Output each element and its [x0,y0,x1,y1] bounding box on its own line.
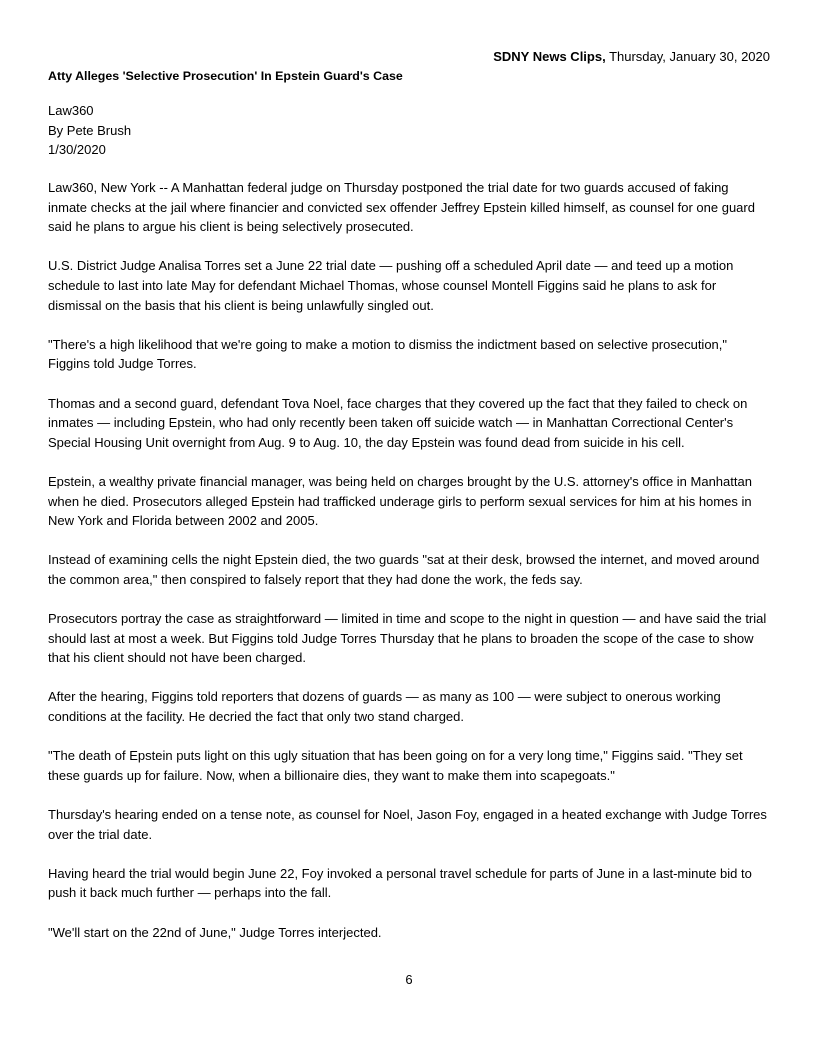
running-header [493,48,770,66]
article-paragraph: "There's a high likelihood that we're going to make a motion to dismiss the indictment based on selective prosecution," Figgins told Judge Torres. [48,336,728,372]
article-paragraph: U.S. District Judge Analisa Torres set a June 22 trial date — pushing off a scheduled April date — and teed up a motion schedule to last into late May for defendant Michael Thomas, whose counsel Montell Figgins said he plans to ask for dismissal on the basis that his client is being unlawfully singled out. [48,258,734,313]
article-paragraph: Law360, New York -- A Manhattan federal judge on Thursday postponed the trial date for two guards accused of faking inmate checks at the jail where financier and convicted sex offender Jeffrey Epstein killed himself, as counsel for one guard said he plans to argue his client is being selectively prosecuted. [48,180,755,235]
document-page [48,0,770,1056]
header-date: Thursday, January 30, 2020 [605,49,770,64]
article-date: 1/30/2020 [48,142,106,158]
page-number: 6 [405,972,413,987]
article-paragraph: Having heard the trial would begin June 22, Foy invoked a personal travel schedule for parts of June in a last-minute bid to push it back much further — perhaps into the fall. [48,865,752,901]
publication-name: SDNY News Clips, [493,49,606,64]
article-paragraph: "We'll start on the 22nd of June," Judge Torres interjected. [48,924,382,940]
article-meta [48,101,131,160]
article-paragraph: Thomas and a second guard, defendant Tova Noel, face charges that they covered up the fact that they failed to check on inmates — including Epstein, who had only recently been taken off suicide watch — in Manhattan Correctional Center's Special Housing Unit overnight from Aug. 9 to Aug. 10, the day Epstein was found dead from suicide in his cell. [48,395,748,450]
article-paragraph: Epstein, a wealthy private financial manager, was being held on charges brought by the U.S. attorney's office in Manhattan when he died. Prosecutors alleged Epstein had trafficked underage girls to perform sexual services for him at his homes in New York and Florida between 2002 and 2005. [48,473,752,529]
article-byline: By Pete Brush [48,122,132,138]
article-paragraph: Instead of examining cells the night Epstein died, the two guards "sat at their desk, browsed the internet, and moved around the common area," then conspired to falsely report that they had done the work, the feds say. [48,552,760,587]
article-paragraph: Prosecutors portray the case as straightforward — limited in time and scope to the night in question — and have said the trial should last at most a week. But Figgins told Judge Torres Thursday that he plans to broaden the scope of the case to show that his client should not have been charged. [48,611,767,666]
article-headline: Atty Alleges 'Selective Prosecution' In Epstein Guard's Case [48,69,403,83]
article-source: Law360 [48,103,94,118]
article-paragraph: "The death of Epstein puts light on this ugly situation that has been going on for a very long time," Figgins said. "They set these guards up for failure. Now, when a billionaire dies, they want to make them into scapegoats." [48,748,743,783]
article-body [48,178,770,962]
article-paragraph: Thursday's hearing ended on a tense note, as counsel for Noel, Jason Foy, engaged in a heated exchange with Judge Torres over the trial date. [48,807,767,842]
article-paragraph: After the hearing, Figgins told reporters that dozens of guards — as many as 100 — were subject to onerous working conditions at the facility. He decried the fact that only two stand charged. [48,689,721,725]
